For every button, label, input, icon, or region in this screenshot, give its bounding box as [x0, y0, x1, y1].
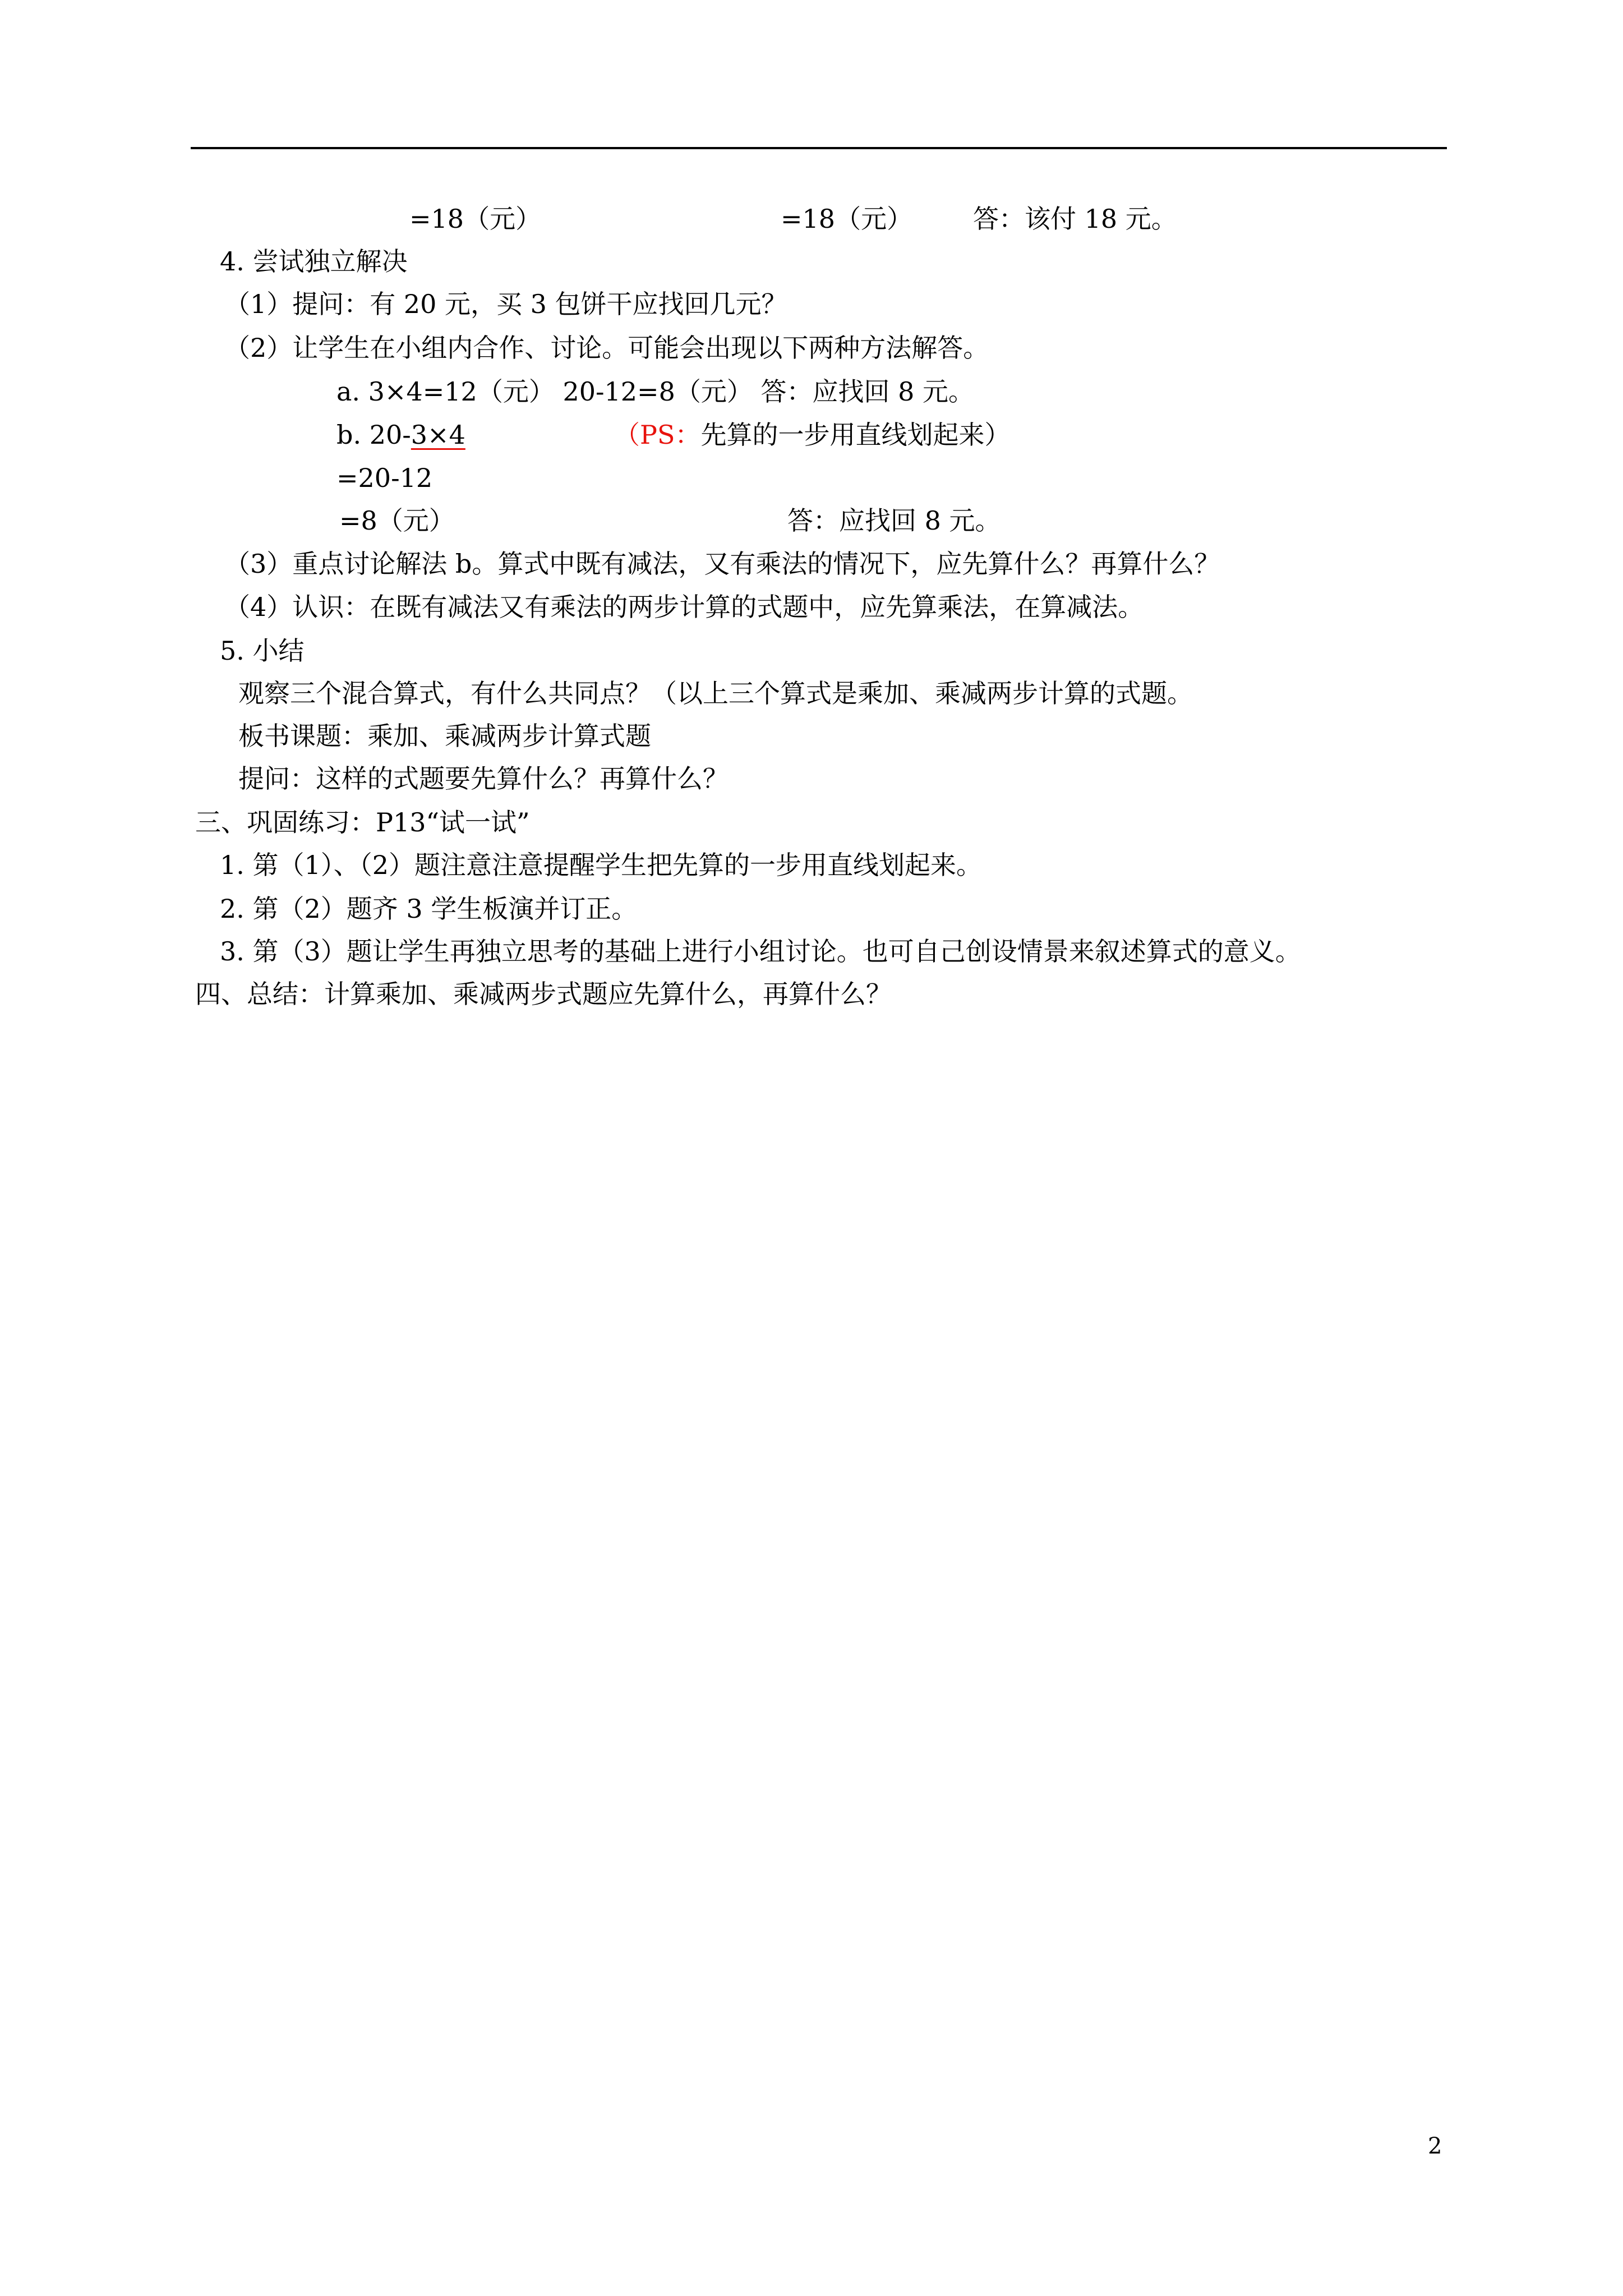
summary-line-2: 板书课题：乘加、乘减两步计算式题: [238, 721, 651, 751]
question-1: （1）提问：有 20 元，买 3 包饼干应找回几元？: [224, 289, 787, 319]
answer-line: 答：该付 18 元。: [973, 204, 1177, 234]
ps-label: （PS：: [614, 420, 701, 450]
section-3-heading: 三、巩固练习：P13“试一试”: [195, 807, 530, 838]
section-4-heading: 四、总结：计算乘加、乘减两步式题应先算什么，再算什么？: [195, 979, 892, 1009]
section-3-item-3: 3. 第（3）题让学生再独立思考的基础上进行小组讨论。也可自己创设情景来叙述算式的意义。: [220, 936, 1301, 967]
method-b-step-3: =8（元）: [339, 505, 455, 536]
section-3-item-1: 1. 第（1）、（2）题注意注意提醒学生把先算的一步用直线划起来。: [220, 850, 983, 880]
method-b-underlined: 3×4: [411, 420, 465, 450]
ps-note: [614, 418, 1010, 452]
summary-line-1: 观察三个混合算式，有什么共同点？（以上三个算式是乘加、乘减两步计算的式题。: [238, 678, 1193, 708]
ps-text: 先算的一步用直线划起来）: [700, 420, 1011, 450]
equation-result-1: =18（元）: [409, 204, 542, 234]
method-a: a. 3×4=12（元） 20-12=8（元） 答：应找回 8 元。: [336, 376, 974, 407]
page-number: 2: [1428, 2133, 1442, 2159]
equation-result-2: =18（元）: [781, 204, 913, 234]
heading-summary: 5. 小结: [220, 636, 305, 666]
summary-line-3: 提问：这样的式题要先算什么？再算什么？: [238, 763, 728, 794]
section-3-item-2: 2. 第（2）题齐 3 学生板演并订正。: [220, 894, 638, 924]
method-b-prefix: b. 20-: [336, 420, 411, 450]
question-2: （2）让学生在小组内合作、讨论。可能会出现以下两种方法解答。: [224, 333, 989, 363]
method-b: [336, 418, 465, 452]
heading-try-independently: 4. 尝试独立解决: [220, 246, 408, 277]
method-b-step-2: =20-12: [336, 463, 433, 493]
method-b-answer: 答：应找回 8 元。: [787, 505, 1001, 536]
discussion-3: （3）重点讨论解法 b。算式中既有减法，又有乘法的情况下，应先算什么？再算什么？: [224, 549, 1220, 579]
header-rule: [191, 147, 1447, 149]
understanding-4: （4）认识：在既有减法又有乘法的两步计算的式题中，应先算乘法，在算减法。: [224, 592, 1144, 622]
